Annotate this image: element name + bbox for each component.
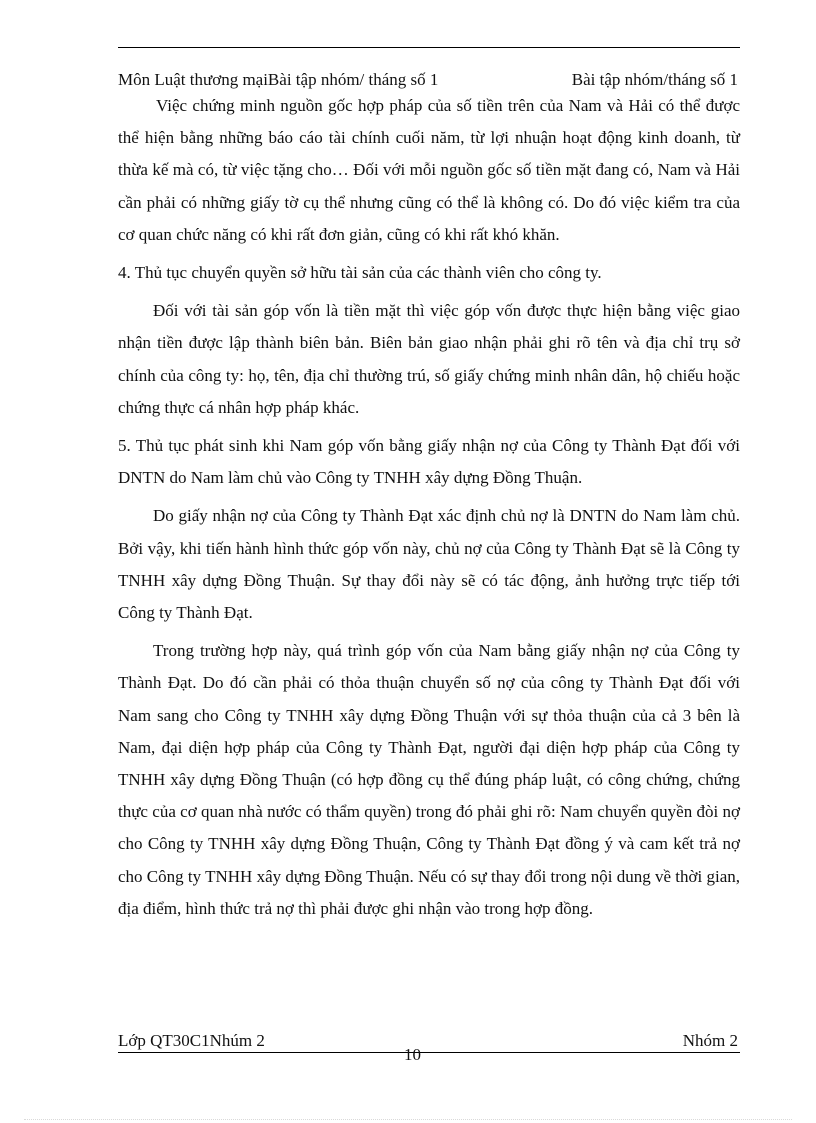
- header-left-text: Môn Luật thương mạiBài tập nhóm/ tháng số 1: [118, 70, 439, 89]
- paragraph-debt-transfer: Trong trường hợp này, quá trình góp vốn của Nam bằng giấy nhận nợ của Công ty Thành Đạt. Do đó cần phải có thỏa thuận chuyển số nợ của công ty Thành Đạt đối với Nam sang cho Công ty TNHH xây dựng Đồng Thuận với sự thỏa thuận của cả 3 bên là Nam, đại diện hợp pháp của Công ty Thành Đạt, người đại diện hợp pháp của Công ty TNHH xây dựng Đồng Thuận (có hợp đồng cụ thể đúng pháp luật, có công chứng, chứng thực của cơ quan nhà nước có thẩm quyền) trong đó phải ghi rõ: Nam chuyển quyền đòi nợ cho Công ty TNHH xây dựng Đồng Thuận, Công ty Thành Đạt đồng ý và cam kết trả nợ cho Công ty TNHH xây dựng Đồng Thuận. Nếu có sự thay đổi trong nội dung về thời gian, địa điểm, hình thức trả nợ thì phải được ghi nhận vào trong hợp đồng.: [118, 641, 740, 918]
- section-heading-4: 4. Thủ tục chuyển quyền sở hữu tài sản của các thành viên cho công ty.: [118, 263, 602, 283]
- page-footer: [118, 1031, 740, 1053]
- paragraph-source-of-funds: Việc chứng minh nguồn gốc hợp pháp của số tiền trên của Nam và Hải có thể được thể hiện bằng những báo cáo tài chính cuối năm, từ lợi nhuận hoạt động kinh doanh, từ thừa kế mà có, từ việc tặng cho… Đối với mỗi nguồn gốc số tiền mặt đang có, Nam và Hải cần phải có những giấy tờ cụ thể nhưng cũng có thể là không có. Do đó việc kiểm tra của cơ quan chức năng có khi rất đơn giản, cũng có khi rất khó khăn.: [118, 96, 740, 244]
- paragraph-debt-note: Do giấy nhận nợ của Công ty Thành Đạt xác định chủ nợ là DNTN do Nam làm chủ. Bởi vậy, khi tiến hành hình thức góp vốn này, chủ nợ của Công ty Thành Đạt sẽ là Công ty TNHH xây dựng Đồng Thuận. Sự thay đổi này sẽ có tác động, ảnh hưởng trực tiếp tới Công ty Thành Đạt.: [118, 506, 740, 623]
- footer-rule: [118, 1052, 740, 1053]
- footer-right-text: Nhóm 2: [682, 1031, 738, 1050]
- footer-left-text: Lớp QT30C1Nhúm 2: [118, 1031, 265, 1050]
- header-right-text: Bài tập nhóm/tháng số 1: [571, 70, 738, 89]
- page-boundary-line: [24, 1119, 792, 1120]
- header-rule: [118, 47, 740, 48]
- section-heading-5: 5. Thủ tục phát sinh khi Nam góp vốn bằng giấy nhận nợ của Công ty Thành Đạt đối với DNTN do Nam làm chủ vào Công ty TNHH xây dựng Đồng Thuận.: [118, 436, 740, 488]
- page-number: 10: [404, 1045, 421, 1064]
- paragraph-cash-contribution: Đối với tài sản góp vốn là tiền mặt thì việc góp vốn được thực hiện bằng việc giao nhận tiền được lập thành biên bản. Biên bản giao nhận phải ghi rõ tên và địa chỉ trụ sở chính của công ty: họ, tên, địa chỉ thường trú, số giấy chứng minh nhân dân, hộ chiếu hoặc chứng thực cá nhân hợp pháp khác.: [118, 301, 740, 417]
- document-body: [118, 90, 740, 925]
